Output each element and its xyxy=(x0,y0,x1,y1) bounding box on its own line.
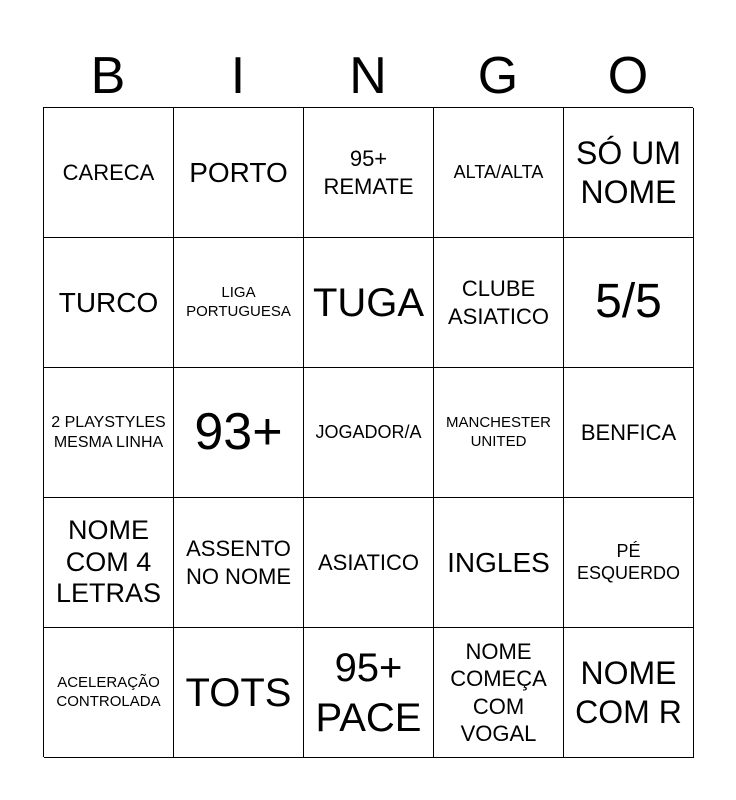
cell-text: 93+ xyxy=(194,402,283,461)
bingo-cell[interactable] xyxy=(564,238,694,368)
bingo-cell[interactable] xyxy=(304,628,434,758)
cell-text: PÉ ESQUERDO xyxy=(576,540,681,583)
cell-text: ASIATICO xyxy=(317,549,420,575)
cell-text: CARECA xyxy=(62,159,155,185)
cell-text: LIGA PORTUGUESA xyxy=(186,283,291,320)
cell-text: CLUBE ASIATICO xyxy=(447,276,550,329)
bingo-cell[interactable] xyxy=(564,368,694,498)
cell-text: ASSENTO NO NOME xyxy=(185,536,292,589)
bingo-cell[interactable] xyxy=(304,108,434,238)
bingo-cell[interactable] xyxy=(174,368,304,498)
bingo-cell[interactable] xyxy=(44,108,174,238)
cell-text: NOME COMEÇA COM VOGAL xyxy=(450,638,547,746)
bingo-cell[interactable] xyxy=(434,628,564,758)
cell-text: INGLES xyxy=(447,546,550,578)
bingo-cell[interactable] xyxy=(174,498,304,628)
header-letter-g: G xyxy=(477,47,519,105)
cell-text: TOTS xyxy=(185,670,292,715)
cell-text: BENFICA xyxy=(580,419,677,445)
bingo-cell[interactable] xyxy=(44,238,174,368)
header-letter-b: B xyxy=(90,47,126,105)
bingo-cell[interactable] xyxy=(174,628,304,758)
bingo-cell[interactable] xyxy=(174,238,304,368)
bingo-cell[interactable] xyxy=(44,628,174,758)
cell-text: 2 PLAYSTYLES MESMA LINHA xyxy=(51,413,166,451)
cell-text: 95+ REMATE xyxy=(323,146,414,199)
cell-text: SÓ UM NOME xyxy=(576,135,681,210)
bingo-cell[interactable] xyxy=(304,368,434,498)
bingo-cell[interactable] xyxy=(434,498,564,628)
bingo-cell[interactable] xyxy=(44,368,174,498)
cell-text: 95+ PACE xyxy=(315,645,422,740)
header-letter-i: I xyxy=(230,47,246,105)
header-letter-n: N xyxy=(349,47,387,105)
cell-text: TURCO xyxy=(58,286,159,318)
bingo-cell[interactable] xyxy=(564,498,694,628)
cell-text: TUGA xyxy=(312,280,425,325)
cell-text: ALTA/ALTA xyxy=(453,161,544,182)
bingo-cell[interactable] xyxy=(434,108,564,238)
header-letter-o: O xyxy=(607,47,649,105)
bingo-cell[interactable] xyxy=(304,238,434,368)
cell-text: MANCHESTER UNITED xyxy=(445,413,551,450)
bingo-header xyxy=(43,46,693,106)
cell-text: JOGADOR/A xyxy=(315,421,422,442)
cell-text: ACELERAÇÃO CONTROLADA xyxy=(56,673,161,710)
bingo-cell[interactable] xyxy=(304,498,434,628)
cell-text: NOME COM R xyxy=(575,655,682,730)
cell-text: PORTO xyxy=(189,156,288,188)
bingo-cell[interactable] xyxy=(174,108,304,238)
bingo-cell[interactable] xyxy=(434,238,564,368)
bingo-cell[interactable] xyxy=(564,108,694,238)
bingo-cell[interactable] xyxy=(44,498,174,628)
bingo-cell[interactable] xyxy=(564,628,694,758)
cell-text: NOME COM 4 LETRAS xyxy=(55,514,162,609)
bingo-cell[interactable] xyxy=(434,368,564,498)
cell-text: 5/5 xyxy=(595,275,662,329)
bingo-board xyxy=(43,107,693,757)
